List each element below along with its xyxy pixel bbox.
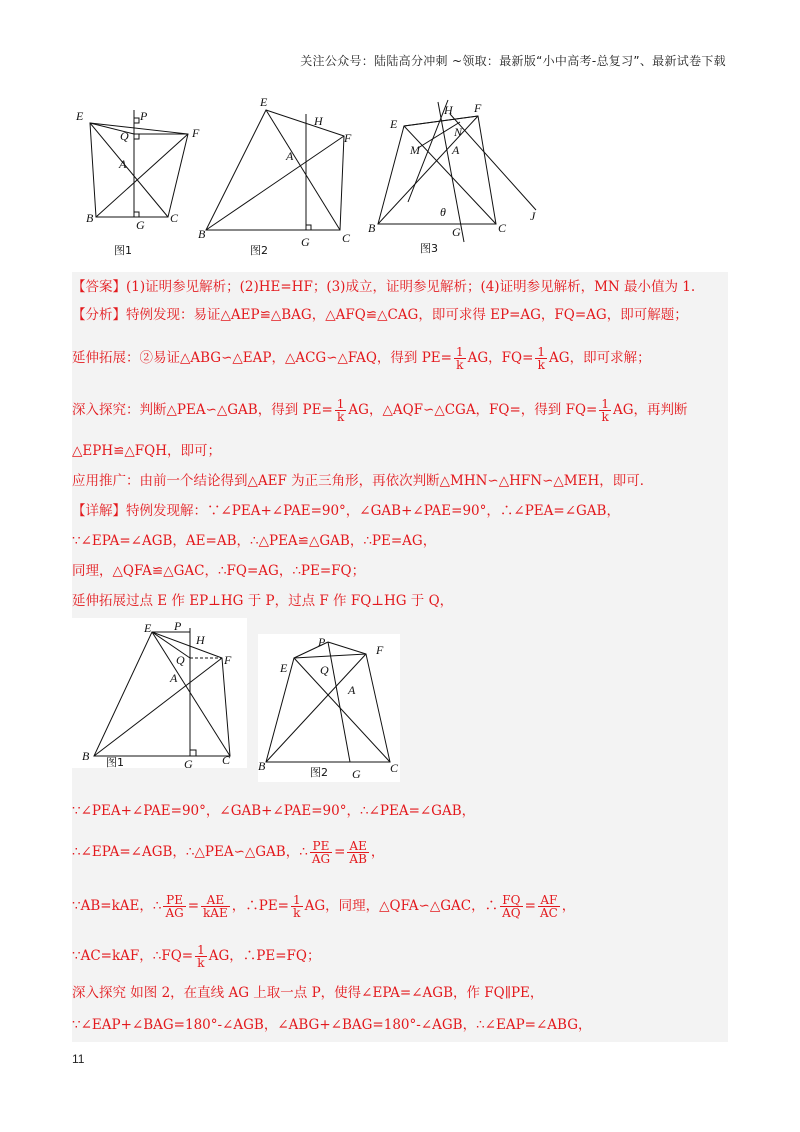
mid-fig2-caption: 图2 xyxy=(310,766,328,779)
mid-figure-1 xyxy=(72,618,247,768)
detail-line-9: 深入探究 如图 2，在直线 AG 上取一点 P，使得∠EPA=∠AGB，作 FQ∥PE， xyxy=(72,985,544,1001)
numerator: AE xyxy=(347,840,368,853)
text-seg: 延伸拓展：②易证△ABG∽△EAP，△ACG∽△FAQ，得到 PE= xyxy=(72,350,452,366)
denominator: AC xyxy=(539,906,558,920)
fig3-label-theta: θ xyxy=(440,205,446,219)
detail-line-5: ∵∠PEA+∠PAE=90°，∠GAB+∠PAE=90°，∴∠PEA=∠GAB， xyxy=(72,803,476,819)
denominator: k xyxy=(456,358,464,372)
text-seg: AG，FQ= xyxy=(467,350,534,366)
denominator: k xyxy=(336,410,345,424)
denominator: k xyxy=(601,410,609,424)
numerator: AE xyxy=(201,894,230,907)
fig1-label-E: E xyxy=(76,109,84,123)
text-seg: ， xyxy=(370,844,385,860)
text-seg: ∵AC=kAF，∴FQ= xyxy=(72,948,194,964)
mid-figure-1-panel xyxy=(72,618,247,768)
fig1-label-C: C xyxy=(170,211,179,225)
fig2-label-G: G xyxy=(301,235,310,249)
mid1-label-Q: Q xyxy=(176,653,185,667)
text-seg: ∴∠EPA=∠AGB，∴△PEA∽△GAB，∴ xyxy=(72,844,308,860)
mid2-label-F: F xyxy=(376,643,384,657)
fig3-label-E: E xyxy=(390,117,398,131)
mid1-label-B: B xyxy=(82,749,90,763)
text-seg: AG，△AQF∽△CGA，FQ=，得到 FQ= xyxy=(348,402,598,418)
extension-line xyxy=(72,346,651,371)
fig1-label-Q: Q xyxy=(120,129,129,143)
mid2-label-P: P xyxy=(318,635,326,649)
numerator: 1 xyxy=(336,397,345,411)
fraction-AE-kAE xyxy=(201,894,230,919)
fig3-label-G: G xyxy=(452,225,461,239)
detail-line-10: ∵∠EAP+∠BAG=180°-∠AGB，∠ABG+∠BAG=180°-∠AGB，∴∠EAP=∠ABG， xyxy=(72,1017,592,1033)
page-header: 关注公众号：陆陆高分冲刺 ~领取：最新版“小中高考-总复习”、最新试卷下载 xyxy=(300,54,726,68)
fig1-label-A: A xyxy=(119,157,127,171)
text-seg: AG，再判断 xyxy=(613,402,688,418)
fraction-1-over-k xyxy=(599,398,611,423)
fraction-AF-AC xyxy=(538,894,560,919)
page-number: 11 xyxy=(72,1052,85,1066)
deep-explore-line xyxy=(72,398,688,423)
text-seg: AG，∴PE=FQ； xyxy=(208,948,321,964)
mid2-label-E: E xyxy=(280,661,288,675)
fig2-label-H: H xyxy=(314,114,323,128)
mid1-label-G: G xyxy=(184,757,193,768)
numerator: 1 xyxy=(537,345,546,359)
text-seg: ，∴PE= xyxy=(231,898,289,914)
denominator: AG xyxy=(165,906,184,920)
fig3-label-N: N xyxy=(454,125,463,139)
fig2-label-E: E xyxy=(260,95,268,109)
mid1-label-H: H xyxy=(196,633,205,647)
mid1-label-F: F xyxy=(224,653,232,667)
detail-line-7: ∵AB=kAE，∴ $\frac{PE}{AG}$ = $\frac{AE}{\text{kAE}}$ ，∴PE= $\frac{1}{k}$ AG，同理，△QFA∽△GAC，∴ $\frac{FQ}{AQ}$ = $\frac{AF}{AC}$ ， xyxy=(72,893,576,920)
text-seg: ∵AB=kAE，∴ xyxy=(72,898,162,914)
fig1-label-B: B xyxy=(86,211,94,225)
fig3-label-H: H xyxy=(444,103,453,117)
application-line: 应用推广：由前一个结论得到△AEF 为正三角形，再依次判断△MHN∽△HFN∽△MEH，即可． xyxy=(72,473,654,489)
numerator: 1 xyxy=(292,893,301,907)
top-figure-1 xyxy=(72,92,212,262)
detail-line-1: 【详解】特例发现解：∵∠PEA+∠PAE=90°，∠GAB+∠PAE=90°，∴∠PEA=∠GAB， xyxy=(72,503,620,519)
fig1-label-P: P xyxy=(140,109,148,123)
mid2-label-G: G xyxy=(352,767,361,781)
numerator: PE xyxy=(163,894,185,907)
mid1-label-E: E xyxy=(144,621,152,635)
fig3-label-J: J xyxy=(530,209,536,223)
mid2-label-B: B xyxy=(258,759,266,773)
fraction-1-over-k xyxy=(195,944,207,969)
fig3-label-C: C xyxy=(498,221,507,235)
fig3-label-A: A xyxy=(452,143,460,157)
numerator: FQ xyxy=(500,894,523,907)
analysis-line: 【分析】特例发现：易证△AEP≌△BAG，△AFQ≌△CAG，即可求得 EP=AG，FQ=AG，即可解题； xyxy=(72,307,688,323)
mid1-label-C: C xyxy=(222,753,231,767)
numerator: PE xyxy=(310,840,332,853)
detail-line-3: 同理，△QFA≌△GAC，∴FQ=AG，∴PE=FQ； xyxy=(72,563,366,579)
fraction-AE-AB xyxy=(347,840,368,865)
mid2-label-Q: Q xyxy=(320,663,329,677)
detail-line-8 xyxy=(72,944,320,969)
numerator: 1 xyxy=(601,397,609,411)
fig3-label-F: F xyxy=(474,101,482,115)
fraction-PE-AG xyxy=(163,894,185,919)
mid2-label-C: C xyxy=(390,761,399,775)
mid-figure-2 xyxy=(258,634,400,782)
mid1-label-A: A xyxy=(170,671,178,685)
fraction-1-over-k xyxy=(335,398,347,423)
solution-block xyxy=(72,272,728,1042)
denominator: k xyxy=(197,956,205,970)
fraction-1-over-k xyxy=(454,346,466,371)
fig3-label-B: B xyxy=(368,221,376,235)
text-seg: AG，即可求解； xyxy=(549,350,651,366)
text-seg: AG，同理，△QFA∽△GAC，∴ xyxy=(304,898,499,914)
denominator: k xyxy=(537,358,545,372)
fig2-caption: 图2 xyxy=(250,244,268,257)
mid-figure-2-panel xyxy=(258,634,400,782)
top-figures xyxy=(72,92,562,262)
fraction-FQ-AQ xyxy=(500,894,523,919)
fig2-label-C: C xyxy=(342,231,351,245)
detail-line-2: ∵∠EPA=∠AGB，AE=AB，∴△PEA≌△GAB，∴PE=AG， xyxy=(72,533,437,549)
mid2-label-A: A xyxy=(348,683,356,697)
fraction-1-over-k xyxy=(535,346,547,371)
denominator: k xyxy=(293,906,301,920)
denominator: kAE xyxy=(203,906,228,920)
fig2-label-A: A xyxy=(286,149,294,163)
denominator: AG xyxy=(311,852,331,866)
mid-fig1-caption: 图1 xyxy=(106,756,124,768)
numerator: 1 xyxy=(197,943,205,957)
detail-line-6: ∴∠EPA=∠AGB，∴△PEA∽△GAB，∴ $\frac{PE}{AG}$ = $\frac{AE}{AB}$ ， xyxy=(72,839,385,866)
fig1-label-F: F xyxy=(192,126,200,140)
denominator: AB xyxy=(349,852,367,866)
text-seg: 深入探究：判断△PEA∽△GAB，得到 PE= xyxy=(72,402,333,418)
fig3-caption: 图3 xyxy=(420,242,438,255)
detail-line-4: 延伸拓展过点 E 作 EP⊥HG 于 P，过点 F 作 FQ⊥HG 于 Q， xyxy=(72,593,454,609)
text-seg: ， xyxy=(561,898,576,914)
fig1-caption: 图1 xyxy=(114,244,132,257)
congruence-line: △EPH≌△FQH，即可； xyxy=(72,443,221,459)
answer-line: 【答案】(1)证明参见解析；(2)HE=HF；(3)成立，证明参见解析；(4)证明参见解析，MN 最小值为 1. xyxy=(72,279,696,295)
numerator: 1 xyxy=(455,345,464,359)
mid1-label-P: P xyxy=(174,619,182,633)
fraction-PE-AG xyxy=(310,840,332,865)
top-figure-3 xyxy=(368,92,558,262)
fig3-label-M: M xyxy=(410,143,420,157)
fraction-1-over-k xyxy=(291,894,303,919)
fig1-label-G: G xyxy=(136,218,145,232)
denominator: AQ xyxy=(502,906,521,920)
top-figure-2 xyxy=(194,92,354,262)
numerator: AF xyxy=(538,894,560,907)
fig2-label-B: B xyxy=(198,227,206,241)
fig2-label-F: F xyxy=(344,131,352,145)
